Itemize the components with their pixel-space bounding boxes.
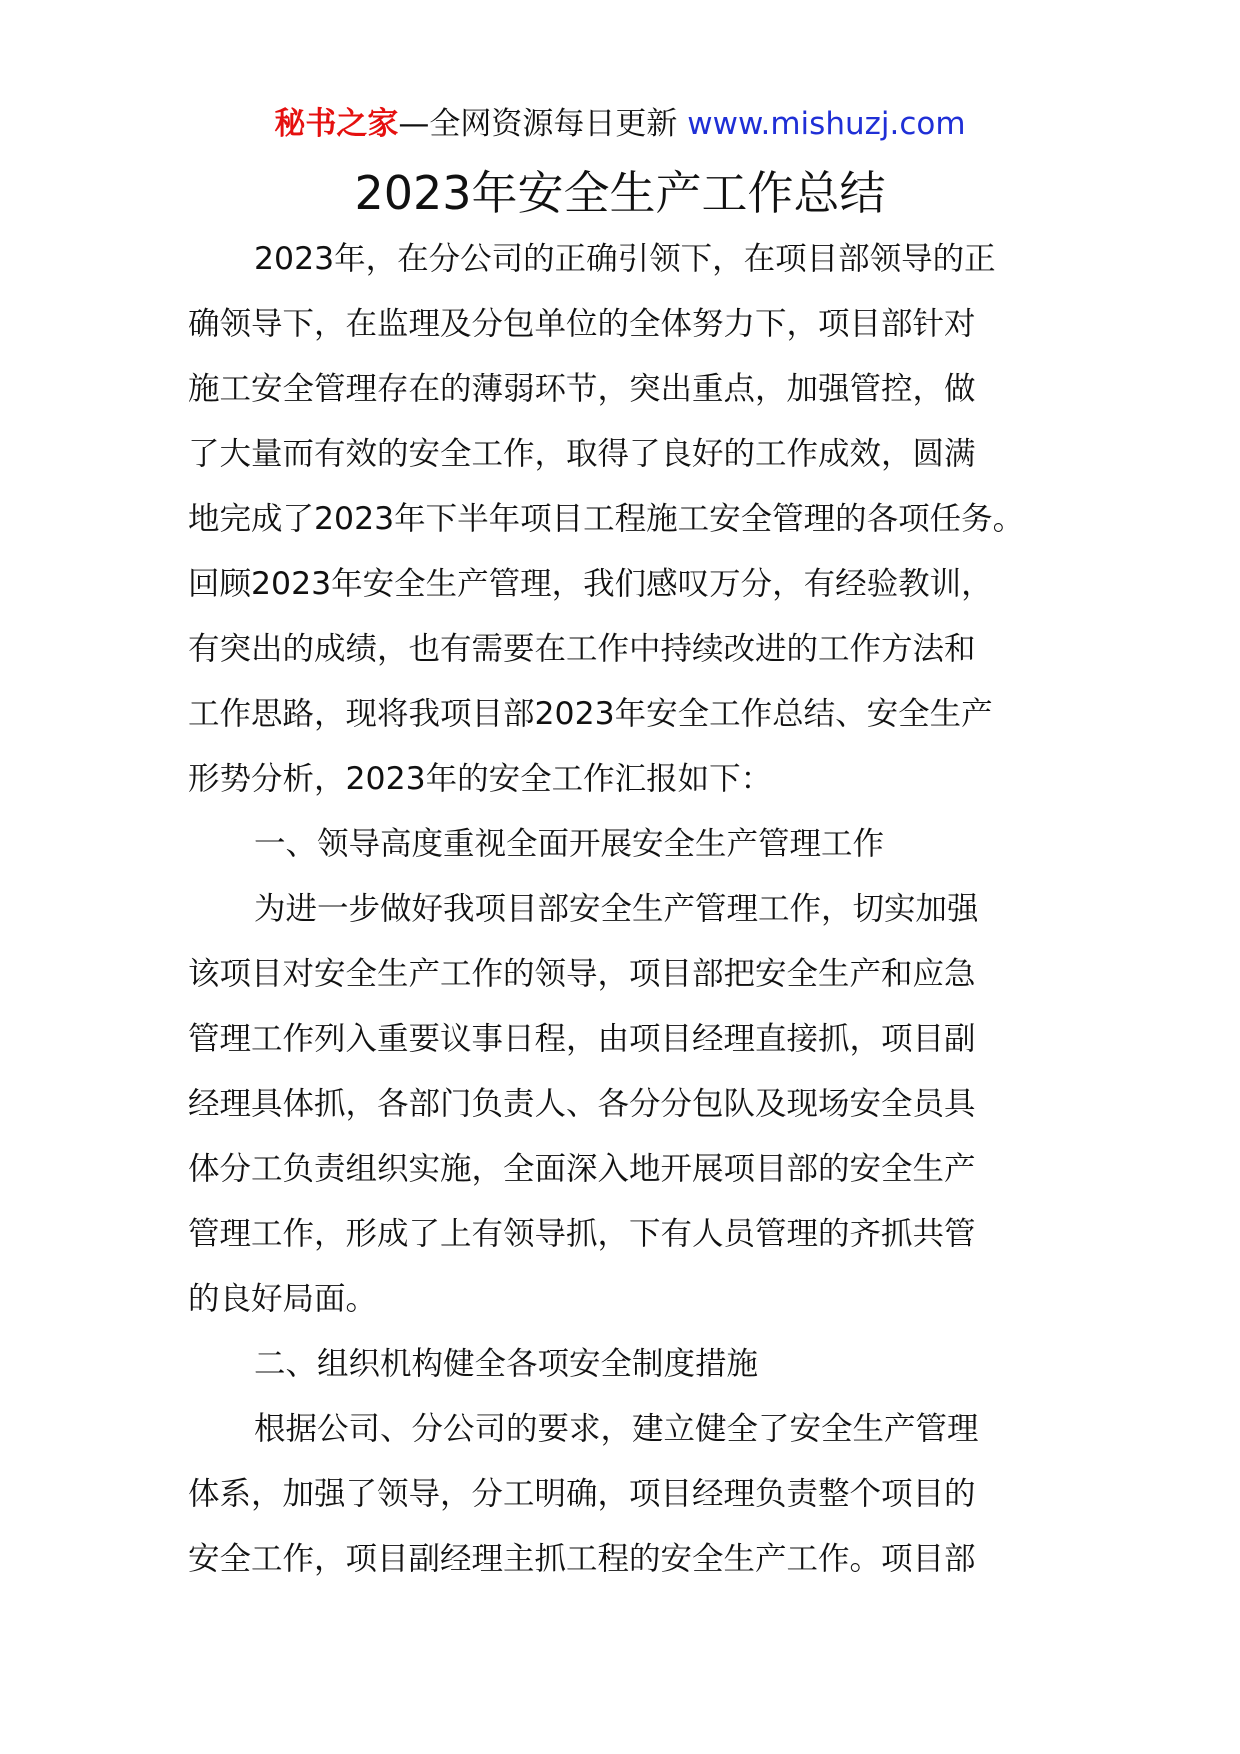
site-url-link[interactable]: www.mishuzj.com	[687, 106, 966, 142]
paragraph-line: 了大量而有效的安全工作，取得了良好的工作成效，圆满	[188, 436, 976, 472]
paragraph-line: 为进一步做好我项目部安全生产管理工作，切实加强	[254, 891, 979, 927]
paragraph-line: 回顾2023年安全生产管理，我们感叹万分，有经验教训，	[188, 566, 993, 602]
paragraph-line: 地完成了2023年下半年项目工程施工安全管理的各项任务。	[188, 501, 1025, 537]
paragraph-line: 根据公司、分公司的要求，建立健全了安全生产管理	[254, 1411, 979, 1447]
site-header	[0, 102, 1240, 146]
paragraph-line: 形势分析，2023年的安全工作汇报如下：	[188, 761, 773, 797]
paragraph-line: 工作思路，现将我项目部2023年安全工作总结、安全生产	[188, 696, 993, 732]
paragraph-line: 管理工作列入重要议事日程，由项目经理直接抓，项目副	[188, 1021, 976, 1057]
paragraph-line: 体分工负责组织实施，全面深入地开展项目部的安全生产	[188, 1151, 976, 1187]
section-heading-1: 一、领导高度重视全面开展安全生产管理工作	[254, 826, 885, 862]
document-body	[188, 227, 1068, 1592]
paragraph-line: 体系，加强了领导，分工明确，项目经理负责整个项目的	[188, 1476, 976, 1512]
paragraph-line: 管理工作，形成了上有领导抓，下有人员管理的齐抓共管	[188, 1216, 976, 1252]
paragraph-line: 经理具体抓，各部门负责人、各分分包队及现场安全员具	[188, 1086, 976, 1122]
section-heading-2: 二、组织机构健全各项安全制度措施	[254, 1346, 759, 1382]
paragraph-line: 安全工作，项目副经理主抓工程的安全生产工作。项目部	[188, 1541, 976, 1577]
paragraph-line: 的良好局面。	[188, 1281, 378, 1317]
document-title: 2023年安全生产工作总结	[354, 166, 886, 220]
paragraph-line: 该项目对安全生产工作的领导，项目部把安全生产和应急	[188, 956, 976, 992]
paragraph-line: 确领导下，在监理及分包单位的全体努力下，项目部针对	[188, 306, 976, 342]
paragraph-line: 施工安全管理存在的薄弱环节，突出重点，加强管控，做	[188, 371, 976, 407]
paragraph-line: 2023年，在分公司的正确引领下，在项目部领导的正	[254, 241, 996, 277]
header-tagline: —全网资源每日更新	[398, 106, 678, 142]
brand-name: 秘书之家	[274, 106, 399, 142]
paragraph-line: 有突出的成绩，也有需要在工作中持续改进的工作方法和	[188, 631, 976, 667]
